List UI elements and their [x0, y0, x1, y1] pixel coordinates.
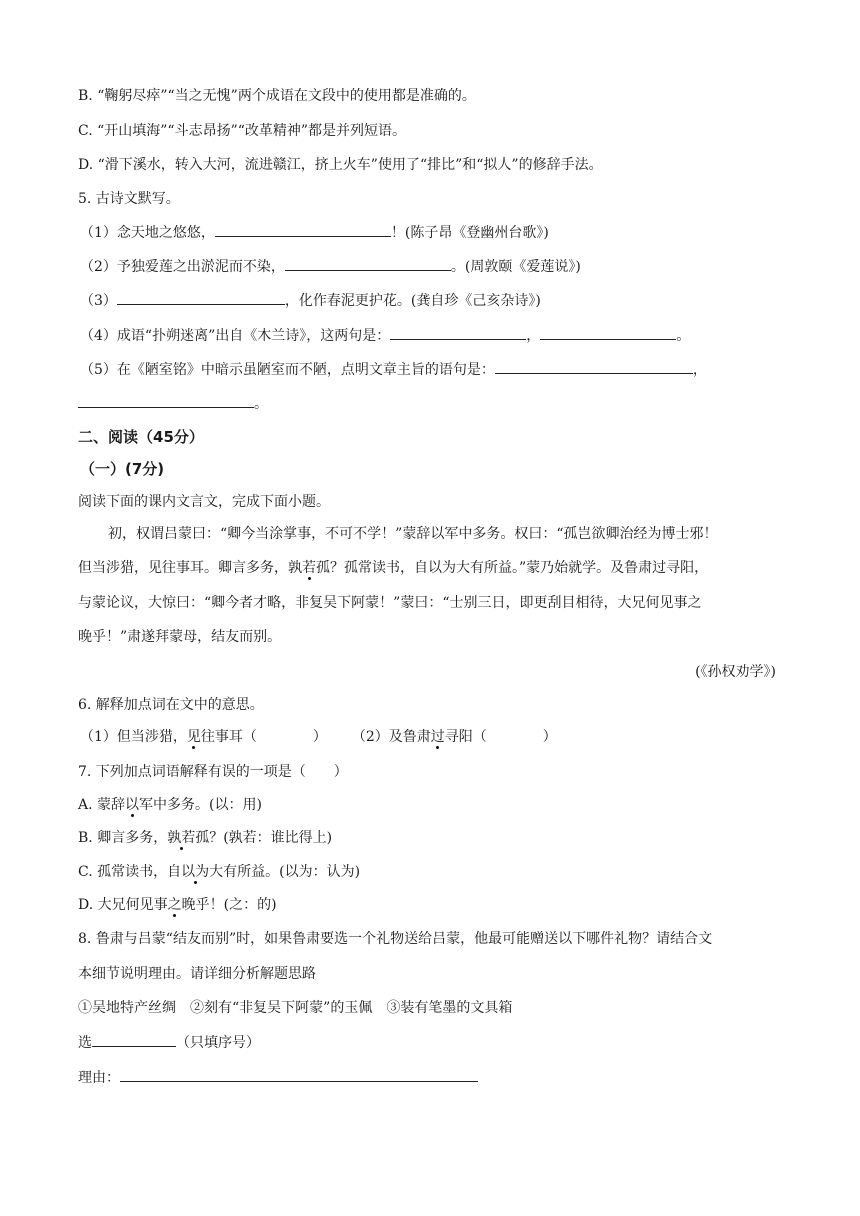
answer-blank[interactable]	[540, 325, 676, 340]
q8-question: 8. 鲁肃与吕蒙“结友而别”时，如果鲁肃要选一个礼物送给吕蒙，他最可能赠送以下哪件礼物？请结合文	[78, 931, 713, 947]
q5-item-4: （4）成语“扑朔迷离”出自《木兰诗》，这两句是： ， 。	[80, 325, 690, 346]
q7-option-b: B. 卿言多务，孰若孤？(孰若：谁比得上)	[78, 830, 333, 846]
emphasis-dot-word: 以为	[181, 864, 210, 880]
q5-item-5: （5）在《陋室铭》中暗示虽陋室而不陋，点明文章主旨的语句是： ，	[80, 359, 707, 380]
answer-blank[interactable]	[78, 393, 254, 408]
answer-blank[interactable]	[215, 222, 391, 237]
section-title: 二、阅读（45分）	[78, 428, 204, 446]
passage-line: 晚乎！”肃遂拜蒙母，结友而别。	[78, 629, 282, 645]
answer-blank[interactable]	[390, 325, 526, 340]
emphasis-dot-word: 过	[430, 729, 445, 745]
q5-item-3: （3） ，化作春泥更护花。(龚自珍《己亥杂诗》)	[80, 290, 541, 311]
emphasis-dot-word: 孰若	[167, 830, 196, 846]
passage-source: (《孙权劝学》)	[695, 664, 776, 680]
q7-option-a: A. 蒙辞以军中多务。(以：用)	[78, 797, 262, 813]
q7-option-c: C. 孤常读书，自以为大有所益。(以为：认为)	[78, 864, 361, 880]
instruction: 阅读下面的课内文言文，完成下面小题。	[78, 494, 330, 510]
q5-item-2: （2）予独爱莲之出淤泥而不染， 。(周敦颐《爱莲说》)	[80, 256, 581, 277]
answer-blank[interactable]	[495, 359, 693, 374]
q7-title: 7. 下列加点词语解释有误的一项是（ ）	[78, 764, 348, 780]
passage-line: 初，权谓吕蒙曰：“卿今当涂掌事，不可不学！”蒙辞以军中多务。权曰：“孤岂欲卿治经为博士邪！	[108, 526, 718, 542]
q8-question-cont: 本细节说明理由。请详细分析解题思路	[78, 966, 316, 982]
q4-option-c: C. “开山填海”“斗志昂扬”“改革精神”都是并列短语。	[78, 123, 407, 139]
q8-options: ①吴地特产丝绸 ②刻有“非复吴下阿蒙”的玉佩 ③装有笔墨的文具箱	[78, 1000, 513, 1016]
passage-line: 与蒙论议，大惊曰：“卿今者才略，非复吴下阿蒙！”蒙曰：“士别三日，即更刮目相待，大兄何见事之	[78, 595, 702, 611]
q4-option-b: B. “鞠躬尽瘁”“当之无愧”两个成语在文段中的使用都是准确的。	[78, 88, 476, 104]
q8-reason: 理由：	[78, 1067, 478, 1088]
q6-title: 6. 解释加点词在文中的意思。	[78, 697, 264, 713]
emphasis-dot-word: 见	[186, 729, 201, 745]
answer-blank[interactable]	[285, 256, 451, 271]
emphasis-dot-word: 之	[167, 897, 182, 913]
subsection-title: （一）(7分)	[80, 460, 165, 478]
answer-blank[interactable]	[92, 1032, 176, 1047]
q4-option-d: D. “滑下溪水，转入大河，流进赣江，挤上火车”使用了“排比”和“拟人”的修辞手法。	[78, 157, 603, 173]
q7-option-d: D. 大兄何见事之晚乎！(之：的)	[78, 897, 277, 913]
emphasis-dot-word: 若	[302, 560, 316, 576]
emphasis-dot-word: 以	[125, 797, 140, 813]
q5-item-1: （1）念天地之悠悠， ！(陈子昂《登幽州台歌》)	[80, 222, 549, 243]
q5-title: 5. 古诗文默写。	[78, 191, 180, 207]
q5-item-5-cont: 。	[78, 393, 268, 414]
q6-items: （1）但当涉猎，见往事耳（ ） （2）及鲁肃过寻阳（ ）	[80, 729, 557, 745]
passage-line: 但当涉猎，见往事耳。卿言多务，孰若孤？孤常读书，自以为大有所益。”蒙乃始就学。及鲁肃过寻阳，	[78, 560, 709, 576]
answer-blank[interactable]	[120, 1067, 478, 1082]
q8-select: 选 （只填序号）	[78, 1032, 260, 1053]
answer-blank[interactable]	[117, 290, 285, 305]
